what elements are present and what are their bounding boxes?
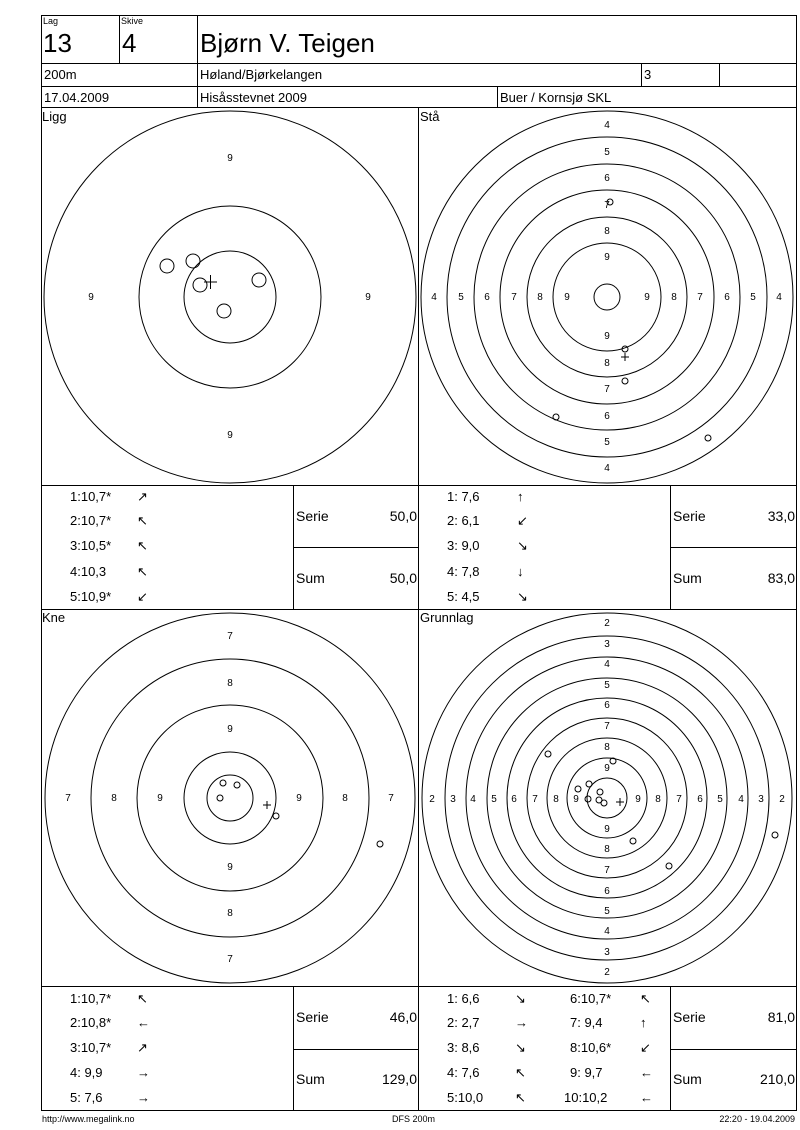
shot-hole xyxy=(585,796,591,802)
shot-direction: ↖ xyxy=(137,991,148,1006)
shot-hole xyxy=(575,786,581,792)
sum-value: 210,0 xyxy=(759,1071,795,1087)
svg-text:9: 9 xyxy=(644,292,650,303)
shot-hole xyxy=(186,254,200,268)
klasse: 3 xyxy=(644,67,652,82)
panel-title-kne: Kne xyxy=(42,610,66,625)
shot-score: 9: 9,7 xyxy=(570,1065,603,1080)
svg-text:2: 2 xyxy=(604,618,610,629)
svg-text:7: 7 xyxy=(511,292,517,303)
ring-label: 9 xyxy=(227,430,233,441)
shot-score: 2: 2,7 xyxy=(447,1015,480,1030)
shot-hole xyxy=(772,832,778,838)
shot-direction: ↖ xyxy=(640,991,651,1006)
shot-hole xyxy=(377,841,383,847)
shot-direction: ↖ xyxy=(137,564,148,579)
shot-direction: ↑ xyxy=(517,489,524,504)
shot-score: 5:10,9* xyxy=(70,589,112,604)
shot-hole xyxy=(273,813,279,819)
shot-hole xyxy=(217,304,231,318)
svg-text:4: 4 xyxy=(738,794,744,805)
shot-hole xyxy=(601,800,607,806)
target-kne xyxy=(41,609,418,986)
shot-direction: ↘ xyxy=(515,1040,526,1055)
svg-text:2: 2 xyxy=(779,794,785,805)
venue: Buer / Kornsjø SKL xyxy=(500,90,612,105)
serie-label: Serie xyxy=(296,508,329,524)
svg-text:7: 7 xyxy=(697,292,703,303)
svg-text:8: 8 xyxy=(342,793,348,804)
shot-score: 3: 9,0 xyxy=(447,538,480,553)
shot-score: 3:10,5* xyxy=(70,538,112,553)
shot-direction: → xyxy=(137,1090,150,1105)
svg-text:7: 7 xyxy=(65,793,71,804)
target-grunnlag xyxy=(418,609,797,986)
ring-label: 9 xyxy=(88,292,94,303)
shot-direction: ↙ xyxy=(517,513,528,528)
svg-text:7: 7 xyxy=(227,954,233,965)
svg-text:2: 2 xyxy=(604,967,610,978)
svg-text:6: 6 xyxy=(697,794,703,805)
shot-score: 4:10,3 xyxy=(70,564,107,579)
sum-label: Sum xyxy=(673,570,702,586)
shot-direction: ↙ xyxy=(137,589,148,604)
svg-text:3: 3 xyxy=(450,794,456,805)
shot-score: 5:10,0 xyxy=(447,1090,484,1105)
svg-text:7: 7 xyxy=(604,200,610,211)
distance: 200m xyxy=(44,67,77,82)
target-staa xyxy=(418,108,797,485)
shot-direction: ↗ xyxy=(137,489,148,504)
shot-score: 8:10,6* xyxy=(570,1040,612,1055)
svg-text:9: 9 xyxy=(604,331,610,342)
svg-text:6: 6 xyxy=(484,292,490,303)
shot-score: 6:10,7* xyxy=(570,991,612,1006)
target-ligg xyxy=(41,108,418,485)
club: Høland/Bjørkelangen xyxy=(200,67,323,82)
shot-score: 2: 6,1 xyxy=(447,513,480,528)
svg-text:7: 7 xyxy=(676,794,682,805)
svg-text:3: 3 xyxy=(758,794,764,805)
sum-label: Sum xyxy=(673,1071,702,1087)
svg-text:5: 5 xyxy=(491,794,497,805)
footer-program: DFS 200m xyxy=(392,1114,436,1124)
svg-text:4: 4 xyxy=(604,659,610,670)
shot-direction: ↗ xyxy=(137,1040,148,1055)
shot-average-mark xyxy=(621,353,629,361)
svg-text:3: 3 xyxy=(604,639,610,650)
svg-text:7: 7 xyxy=(532,794,538,805)
shot-direction: ↓ xyxy=(517,564,524,579)
sum-value: 129,0 xyxy=(381,1071,417,1087)
shot-hole xyxy=(217,795,223,801)
shot-direction: ↑ xyxy=(640,1015,647,1030)
shot-direction: ↖ xyxy=(137,538,148,553)
date: 17.04.2009 xyxy=(44,90,110,105)
shot-hole xyxy=(252,273,266,287)
shot-direction: ← xyxy=(640,1065,653,1080)
lag-number: 13 xyxy=(43,28,72,58)
svg-text:9: 9 xyxy=(157,793,163,804)
svg-text:6: 6 xyxy=(604,173,610,184)
shot-score: 10:10,2 xyxy=(564,1090,608,1105)
svg-text:8: 8 xyxy=(671,292,677,303)
svg-text:8: 8 xyxy=(537,292,543,303)
serie-label: Serie xyxy=(673,508,706,524)
svg-text:8: 8 xyxy=(227,678,233,689)
sum-label: Sum xyxy=(296,570,325,586)
shot-hole xyxy=(234,782,240,788)
svg-text:5: 5 xyxy=(604,147,610,158)
footer-url[interactable]: http://www.megalink.no xyxy=(42,1114,135,1124)
svg-text:7: 7 xyxy=(388,793,394,804)
shot-score: 1:10,7* xyxy=(70,489,112,504)
shot-direction: → xyxy=(137,1065,150,1080)
svg-text:8: 8 xyxy=(655,794,661,805)
shot-score: 1: 7,6 xyxy=(447,489,480,504)
svg-text:8: 8 xyxy=(604,226,610,237)
svg-text:7: 7 xyxy=(604,384,610,395)
shooter-name: Bjørn V. Teigen xyxy=(200,28,375,58)
lag-label: Lag xyxy=(43,16,59,26)
svg-text:9: 9 xyxy=(227,862,233,873)
shot-hole xyxy=(597,789,603,795)
shot-direction: ← xyxy=(640,1090,653,1105)
svg-text:9: 9 xyxy=(604,824,610,835)
svg-text:4: 4 xyxy=(431,292,437,303)
svg-text:7: 7 xyxy=(604,721,610,732)
shot-average-mark xyxy=(616,798,624,806)
shot-hole xyxy=(630,838,636,844)
svg-text:3: 3 xyxy=(604,947,610,958)
shot-score: 2:10,8* xyxy=(70,1015,112,1030)
svg-text:8: 8 xyxy=(604,358,610,369)
svg-text:9: 9 xyxy=(604,763,610,774)
svg-text:8: 8 xyxy=(227,908,233,919)
shot-direction: ↘ xyxy=(515,991,526,1006)
svg-text:6: 6 xyxy=(511,794,517,805)
footer-timestamp: 22:20 - 19.04.2009 xyxy=(719,1114,795,1124)
serie-label: Serie xyxy=(296,1009,329,1025)
skive-number: 4 xyxy=(122,28,137,58)
svg-text:4: 4 xyxy=(470,794,476,805)
shot-direction: ← xyxy=(137,1015,150,1030)
svg-text:5: 5 xyxy=(458,292,464,303)
serie-label: Serie xyxy=(673,1009,706,1025)
svg-text:7: 7 xyxy=(604,865,610,876)
panel-title-staa: Stå xyxy=(420,109,440,124)
shot-score: 4: 7,8 xyxy=(447,564,480,579)
svg-text:4: 4 xyxy=(776,292,782,303)
svg-text:2: 2 xyxy=(429,794,435,805)
panel-title-ligg: Ligg xyxy=(42,109,67,124)
sum-value: 50,0 xyxy=(389,570,417,586)
shot-direction: ↖ xyxy=(515,1065,526,1080)
shot-score: 1:10,7* xyxy=(70,991,112,1006)
svg-text:6: 6 xyxy=(724,292,730,303)
svg-text:4: 4 xyxy=(604,120,610,131)
svg-text:9: 9 xyxy=(296,793,302,804)
serie-value: 81,0 xyxy=(767,1009,795,1025)
shot-score: 4: 7,6 xyxy=(447,1065,480,1080)
shot-hole xyxy=(553,414,559,420)
shot-direction: ↖ xyxy=(515,1090,526,1105)
shot-average-mark xyxy=(263,801,271,809)
shot-hole xyxy=(160,259,174,273)
ring-label: 9 xyxy=(227,153,233,164)
svg-text:6: 6 xyxy=(604,411,610,422)
svg-text:9: 9 xyxy=(227,724,233,735)
shot-direction: ↖ xyxy=(137,513,148,528)
event-name: Hisåsstevnet 2009 xyxy=(200,90,307,105)
shot-hole xyxy=(666,863,672,869)
shot-score: 3: 8,6 xyxy=(447,1040,480,1055)
skive-label: Skive xyxy=(121,16,144,26)
svg-text:9: 9 xyxy=(564,292,570,303)
svg-text:7: 7 xyxy=(227,631,233,642)
svg-text:5: 5 xyxy=(750,292,756,303)
svg-text:6: 6 xyxy=(604,886,610,897)
serie-value: 33,0 xyxy=(767,508,795,524)
panel-title-grunnlag: Grunnlag xyxy=(420,610,474,625)
shot-score: 4: 9,9 xyxy=(70,1065,103,1080)
svg-text:9: 9 xyxy=(635,794,641,805)
shot-score: 3:10,7* xyxy=(70,1040,112,1055)
svg-text:5: 5 xyxy=(604,437,610,448)
shot-score: 5: 7,6 xyxy=(70,1090,103,1105)
ring-label: 9 xyxy=(365,292,371,303)
shot-direction: ↙ xyxy=(640,1040,651,1055)
shot-hole xyxy=(705,435,711,441)
svg-text:4: 4 xyxy=(604,926,610,937)
shot-hole xyxy=(220,780,226,786)
svg-text:5: 5 xyxy=(604,906,610,917)
shot-direction: → xyxy=(515,1015,528,1030)
svg-text:9: 9 xyxy=(573,794,579,805)
svg-text:8: 8 xyxy=(553,794,559,805)
svg-text:5: 5 xyxy=(604,680,610,691)
svg-text:4: 4 xyxy=(604,463,610,474)
shot-direction: ↘ xyxy=(517,538,528,553)
shot-hole xyxy=(545,751,551,757)
shot-hole xyxy=(193,278,207,292)
header-box xyxy=(41,15,797,108)
svg-text:6: 6 xyxy=(604,700,610,711)
sum-value: 83,0 xyxy=(767,570,795,586)
shot-hole xyxy=(586,781,592,787)
svg-text:8: 8 xyxy=(111,793,117,804)
serie-value: 50,0 xyxy=(389,508,417,524)
sum-label: Sum xyxy=(296,1071,325,1087)
shot-score: 5: 4,5 xyxy=(447,589,480,604)
svg-text:8: 8 xyxy=(604,742,610,753)
svg-text:5: 5 xyxy=(717,794,723,805)
shot-score: 7: 9,4 xyxy=(570,1015,603,1030)
svg-text:8: 8 xyxy=(604,844,610,855)
svg-text:9: 9 xyxy=(604,252,610,263)
shot-score: 2:10,7* xyxy=(70,513,112,528)
serie-value: 46,0 xyxy=(389,1009,417,1025)
shot-hole xyxy=(622,378,628,384)
shot-direction: ↘ xyxy=(517,589,528,604)
shot-score: 1: 6,6 xyxy=(447,991,480,1006)
shot-average-mark xyxy=(204,275,217,289)
